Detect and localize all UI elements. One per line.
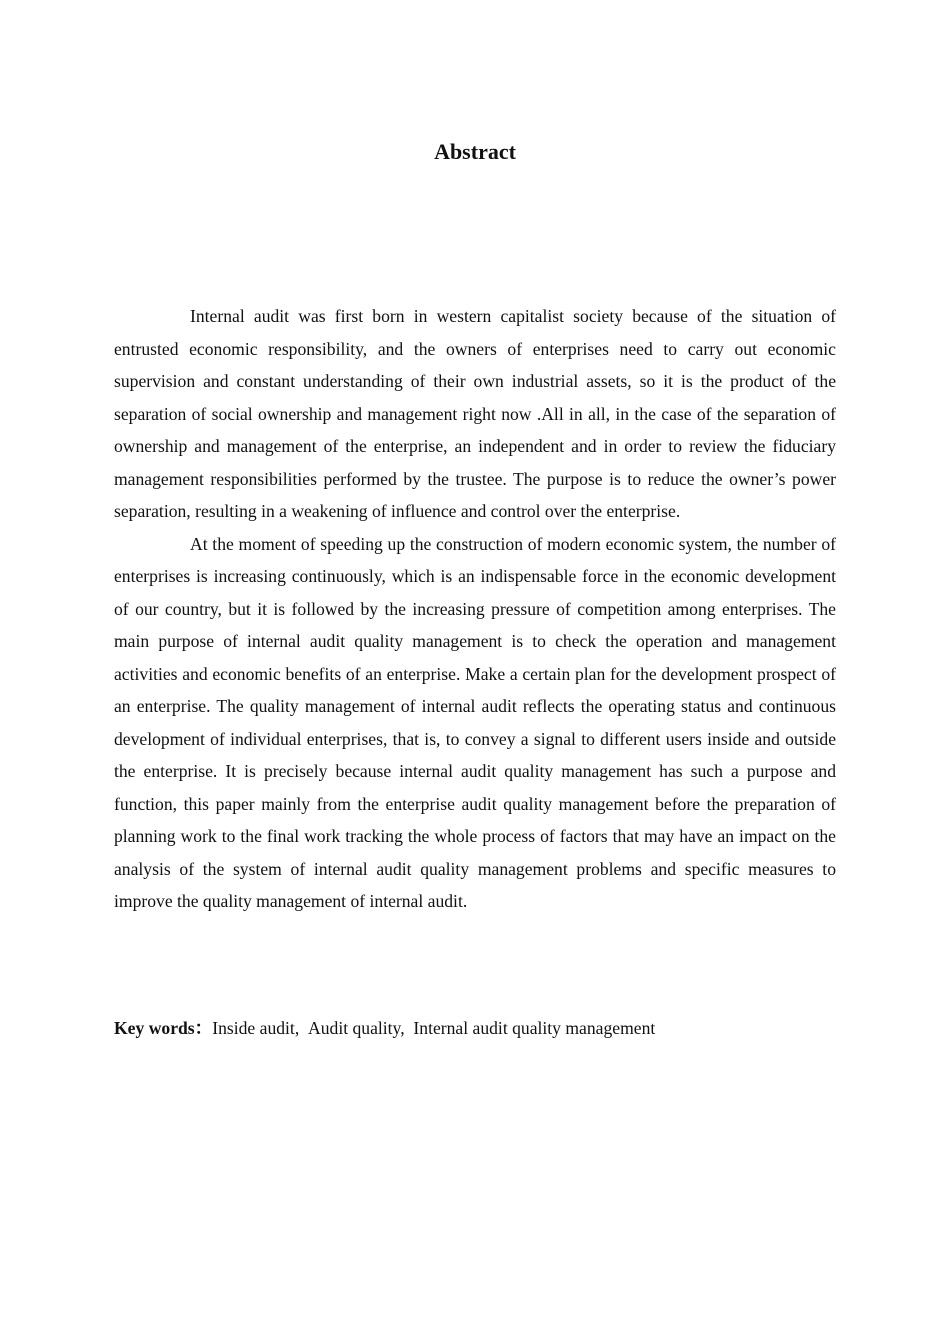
abstract-paragraph-1: Internal audit was first born in western capitalist society because of the situation of entrusted economic responsibility, and the owners of enterprises need to carry out economic supervision and constant understanding of their own industrial assets, so it is the product of the separation of social ownership and management right now .All in all, in the case of the separation of ownership and management of the enterprise, an independent and in order to review the fiduciary management responsibilities performed by the trustee. The purpose is to reduce the owner’s power separation, resulting in a weakening of influence and control over the enterprise. bbox=[114, 306, 836, 521]
keywords-label: Key words： bbox=[114, 1018, 213, 1038]
keyword-item: Inside audit bbox=[212, 1018, 295, 1038]
keyword-item: , Audit quality bbox=[295, 1018, 400, 1038]
keyword-item: , Internal audit quality management bbox=[400, 1018, 655, 1038]
abstract-body bbox=[114, 300, 836, 918]
abstract-title: Abstract bbox=[434, 139, 516, 164]
keywords-line bbox=[114, 1012, 836, 1044]
abstract-paragraph-2: At the moment of speeding up the construction of modern economic system, the number of enterprises is increasing continuously, which is an indispensable force in the economic development of our country, but it is followed by the increasing pressure of competition among enterprises. The main purpose of internal audit quality management is to check the operation and management activities and economic benefits of an enterprise. Make a certain plan for the development prospect of an enterprise. The quality management of internal audit reflects the operating status and continuous development of individual enterprises, that is, to convey a signal to different users inside and outside the enterprise. It is precisely because internal audit quality management has such a purpose and function, this paper mainly from the enterprise audit quality management before the preparation of planning work to the final work tracking the whole process of factors that may have an impact on the analysis of the system of internal audit quality management problems and specific measures to improve the quality management of internal audit. bbox=[114, 533, 836, 911]
